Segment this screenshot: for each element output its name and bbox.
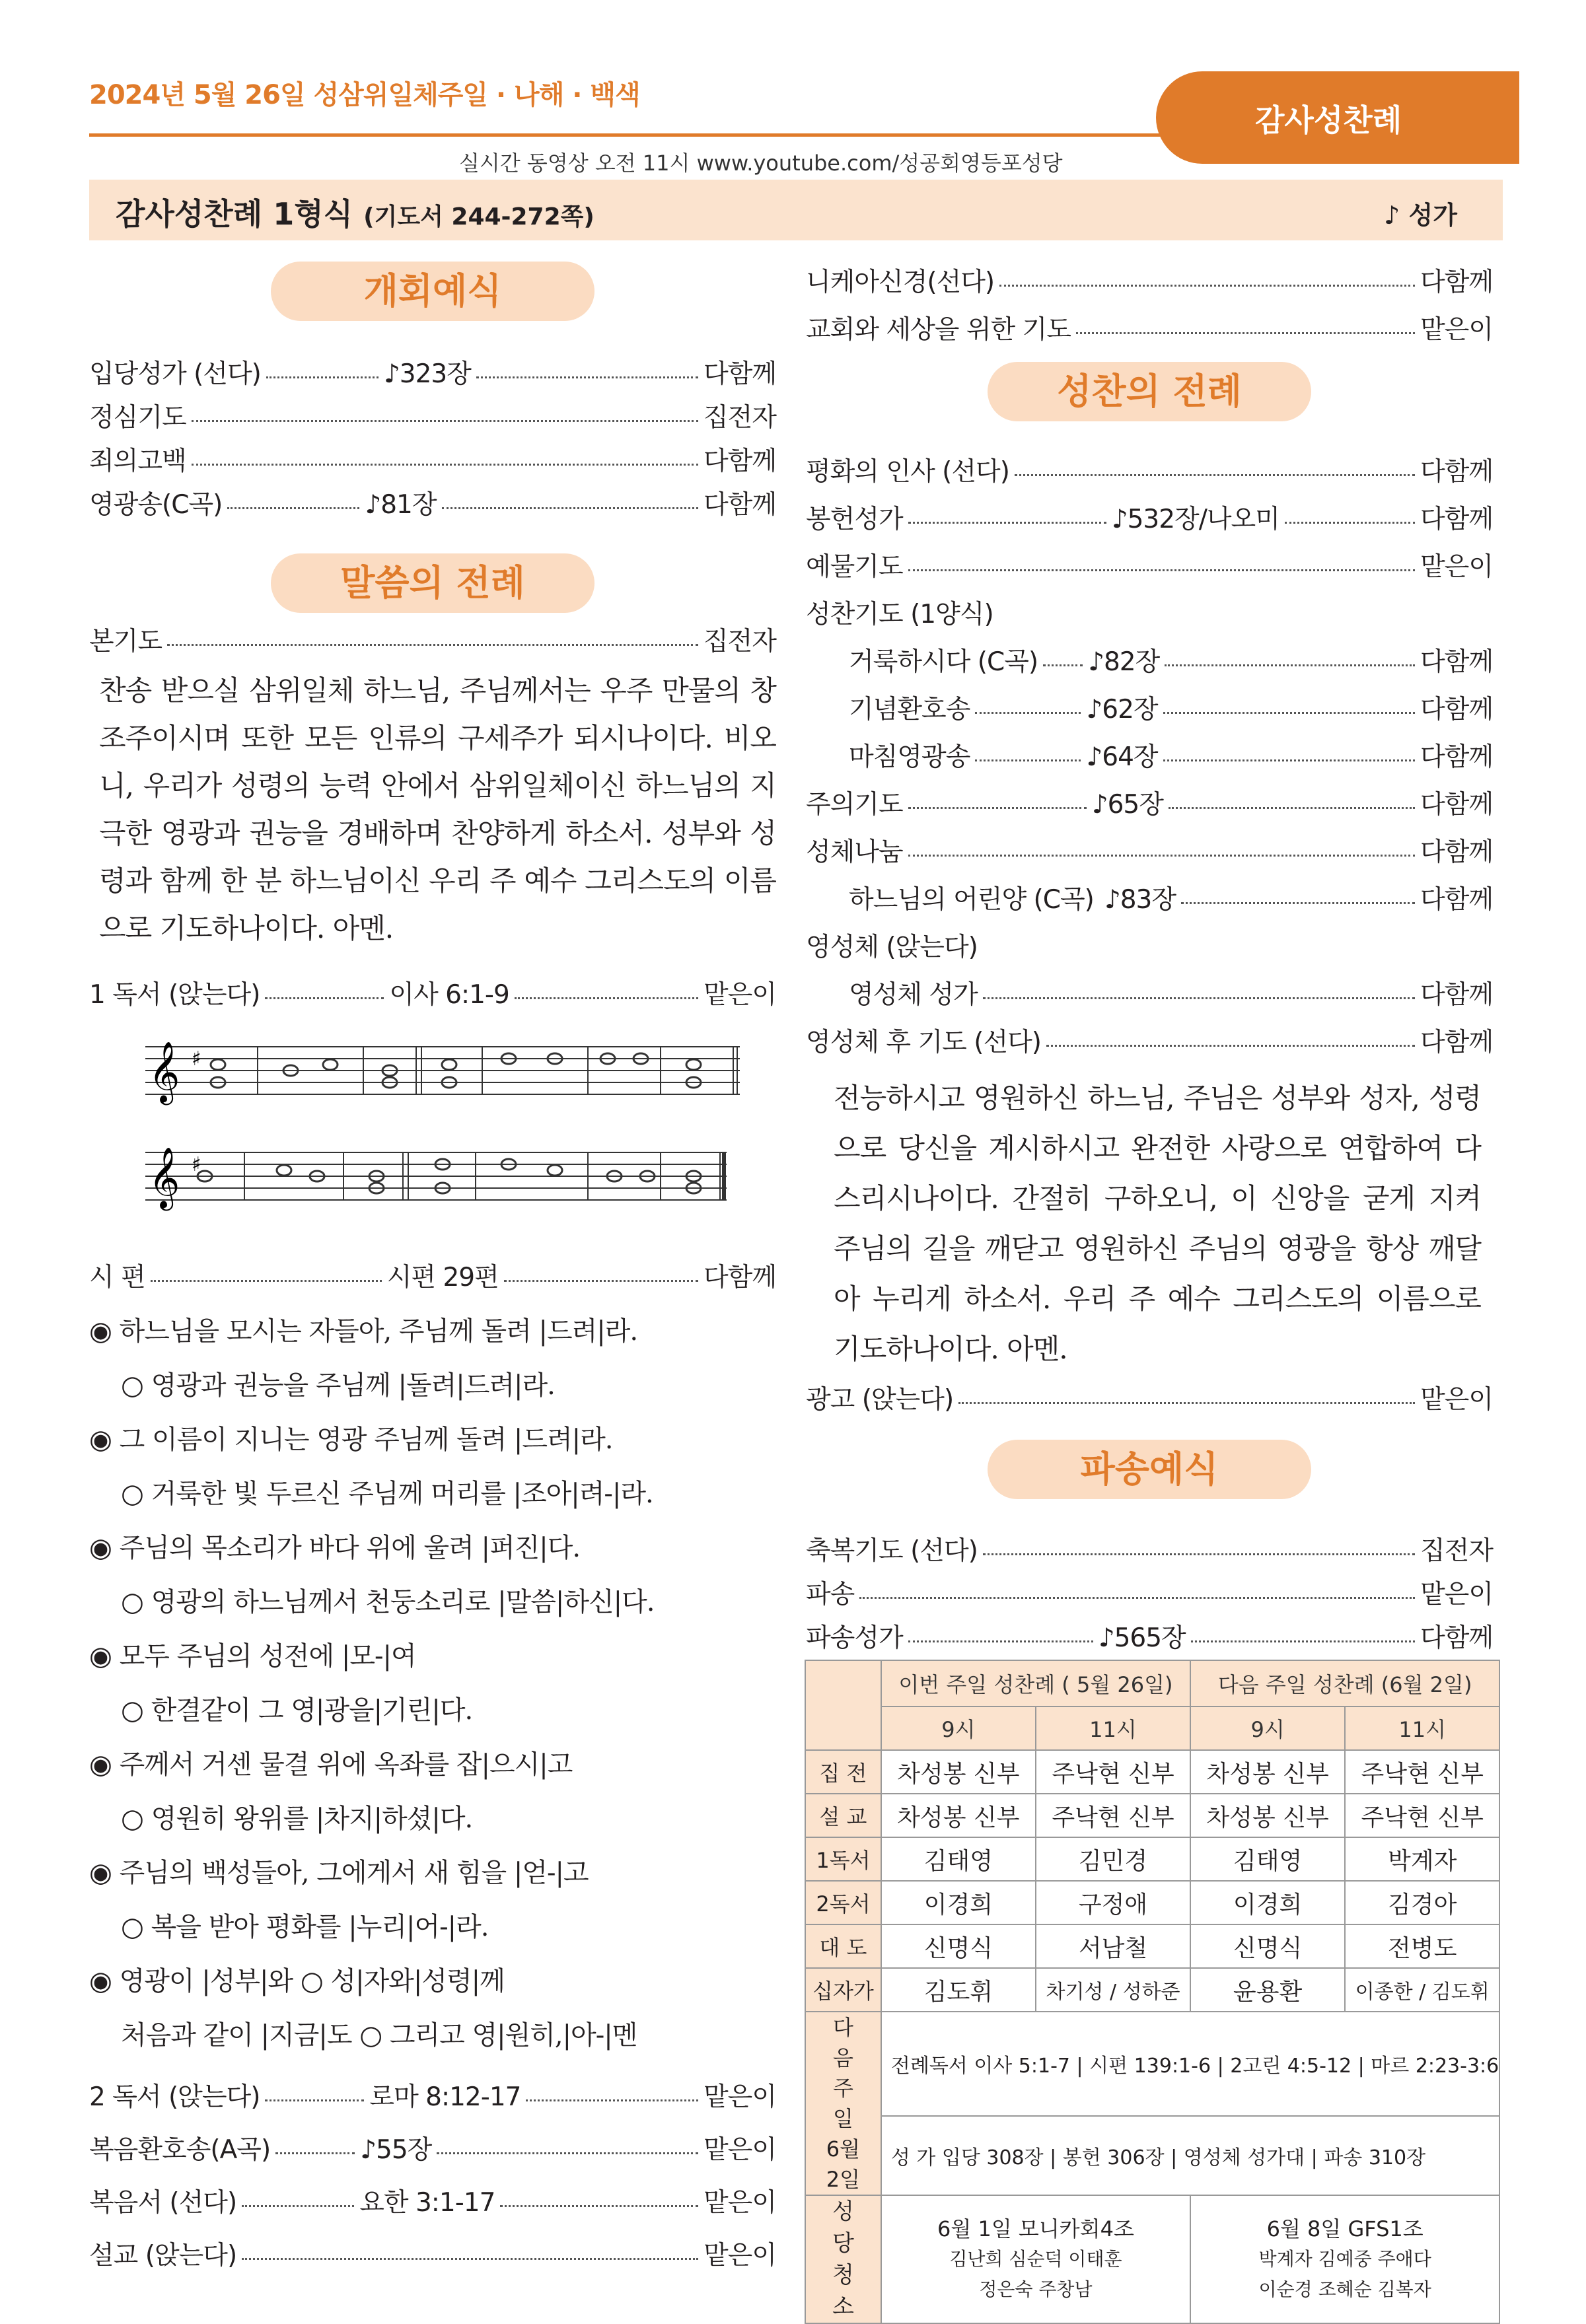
order-row (89, 2068, 776, 2121)
row-dots (1191, 1640, 1415, 1642)
row-dots (975, 759, 1081, 761)
header-rule (89, 133, 1166, 137)
section-eucharist: 성찬의 전례 (988, 362, 1311, 421)
row-dots (1285, 522, 1415, 524)
row-dots (151, 1280, 382, 1282)
row-role: 집전자 (1420, 1536, 1493, 1566)
psalm-line: ◉ 모두 주님의 성전에 |모-|여 (89, 1641, 416, 1672)
section-dismissal: 파송예식 (988, 1440, 1311, 1499)
row-dots (515, 997, 698, 999)
name-cell: 이경희 (1190, 1881, 1345, 1924)
row-role: 다함께 (1420, 267, 1493, 297)
time-cell: 9시 (1190, 1707, 1345, 1750)
section-word: 말씀의 전례 (271, 553, 595, 613)
row-hymn: ♪65장 (1091, 790, 1163, 820)
row-name: 설교 (앉는다) (89, 2241, 237, 2271)
row-role: 맡은이 (1420, 1385, 1493, 1415)
cleaning-line: 6월 8일 GFS1조 (1266, 2216, 1424, 2241)
name-cell: 서남철 (1036, 1924, 1190, 1968)
role-cell: 2독서 (805, 1881, 881, 1924)
psalm-line: ◉ 주께서 거센 물결 위에 옥좌를 잡|으시|고 (89, 1749, 573, 1780)
cleaning-group-b (1190, 2195, 1499, 2323)
row-name: 축복기도 (선다) (806, 1536, 978, 1566)
row-name: 본기도 (89, 627, 162, 656)
cleaning-group-a (881, 2195, 1190, 2323)
name-cell: 구정애 (1036, 1881, 1190, 1924)
row-name: 정심기도 (89, 403, 186, 433)
row-name: 시 편 (89, 1263, 145, 1292)
row-dots (192, 420, 698, 422)
row-dots (908, 855, 1415, 857)
eucharist-rows (806, 446, 1493, 1064)
order-row (806, 779, 1493, 826)
row-dots (437, 2152, 698, 2154)
row-name: 성체나눔 (806, 837, 903, 867)
row-dots (265, 2099, 364, 2101)
row-dots (476, 376, 698, 378)
name-cell: 이경희 (881, 1881, 1036, 1924)
order-row (806, 826, 1493, 874)
psalm-line: ◉ 주님의 백성들아, 그에게서 새 힘을 |얻-|고 (89, 1858, 589, 1888)
page-title (116, 190, 595, 234)
creed-rows (806, 256, 1493, 351)
row-dots (859, 1597, 1415, 1599)
order-row (89, 437, 776, 481)
row-dots (1181, 902, 1415, 904)
row-name: 파송 (806, 1580, 855, 1609)
row-scripture: 이사 6:1-9 (389, 980, 509, 1010)
next-sunday-label: 다음 주일 6월 2일 (805, 2012, 881, 2195)
row-name: 죄의고백 (89, 446, 186, 476)
row-dots (442, 507, 698, 509)
row-role: 맡은이 (1420, 1580, 1493, 1609)
role-cell: 대 도 (805, 1924, 881, 1968)
row-dots (908, 522, 1106, 524)
this-week-header: 이번 주일 성찬례 ( 5월 26일) (881, 1660, 1190, 1707)
order-row (806, 1016, 1493, 1064)
row-name: 파송성가 (806, 1623, 903, 1653)
order-row (806, 1570, 1493, 1614)
row-hymn: ♪64장 (1086, 742, 1158, 772)
cleaning-label: 성 당 청 소 (805, 2195, 881, 2323)
row-hymn: ♪55장 (360, 2135, 432, 2165)
cleaning-line: 이순경 조혜순 김복자 (1258, 2278, 1431, 2300)
row-role: 맡은이 (1420, 552, 1493, 582)
row-name: 광고 (앉는다) (806, 1385, 954, 1415)
cleaning-line: 박계자 김예중 주애다 (1258, 2248, 1431, 2270)
row-role: 맡은이 (1420, 315, 1493, 345)
row-dots (227, 507, 359, 509)
psalm-line: ○ 거룩한 빛 두르신 주님께 머리를 |조아|려-|라. (121, 1479, 653, 1509)
name-cell: 신명식 (881, 1924, 1036, 1968)
row-name: 영성체 후 기도 (선다) (806, 1028, 1042, 1057)
row-dots (1046, 1045, 1415, 1047)
row-dots (242, 2205, 354, 2207)
row-hymn: ♪83장 (1104, 885, 1176, 915)
time-cell: 11시 (1036, 1707, 1190, 1750)
row-dots (504, 1280, 698, 1282)
name-cell: 김태영 (1190, 1837, 1345, 1881)
row-name: 복음서 (선다) (89, 2188, 237, 2218)
role-cell: 1독서 (805, 1837, 881, 1881)
order-row (806, 636, 1493, 684)
next-week-header: 다음 주일 성찬례 (6월 2일) (1190, 1660, 1499, 1707)
cleaning-line: 6월 1일 모니카회4조 (937, 2216, 1134, 2241)
svg-text:♯: ♯ (192, 1047, 201, 1071)
time-cell: 11시 (1345, 1707, 1499, 1750)
hymn-label: ♪ 성가 (1384, 201, 1457, 230)
title-main-text: 감사성찬례 1형식 (116, 196, 353, 232)
name-cell: 전병도 (1345, 1924, 1499, 1968)
name-cell: 윤용환 (1190, 1968, 1345, 2012)
row-dots (908, 1640, 1093, 1642)
notice-row (806, 1374, 1493, 1421)
row-name: 영광송(C곡) (89, 490, 223, 520)
post-communion-text: 전능하시고 영원하신 하느님, 주님은 성부와 성자, 성령으로 당신을 계시하시고 완전한 사랑으로 연합하여 다스리시나이다. 간절히 구하오니, 이 신앙을 굳게 지켜 주님의 길을 깨닫고 영원하신 주님의 영광을 항상 깨달아 누리게 하소서. 우리 주 예수 그리스도의 이름으로 기도하나이다. 아멘. (834, 1082, 1481, 1365)
row-dots (975, 712, 1081, 714)
psalm-line: ◉ 그 이름이 지니는 영광 주님께 돌려 |드려|라. (89, 1425, 613, 1455)
row-name: 니케아신경(선다) (806, 267, 995, 297)
name-cell: 주낙현 신부 (1345, 1794, 1499, 1837)
psalm-text (89, 1304, 776, 2062)
order-row (806, 874, 1493, 921)
row-role: 다함께 (1420, 790, 1493, 820)
psalm-row (89, 1253, 776, 1297)
order-row (89, 394, 776, 437)
table-row (805, 2116, 1499, 2195)
order-row (89, 2121, 776, 2174)
table-corner (805, 1660, 881, 1750)
psalm-line: ○ 영광과 권능을 주님께 |돌려|드려|라. (121, 1370, 555, 1401)
order-row (806, 304, 1493, 351)
row-dots (958, 1402, 1415, 1404)
reading1-row (89, 971, 776, 1014)
row-name: 1 독서 (앉는다) (89, 980, 260, 1010)
psalm-line: 처음과 같이 |지금|도 ○ 그리고 영|원히,|아-|멘 (121, 2020, 637, 2051)
row-name: 복음환호송(A곡) (89, 2135, 271, 2165)
eucharist-prayer-title: 성찬기도 (1양식) (806, 600, 993, 629)
service-badge (1156, 71, 1519, 164)
order-row (89, 350, 776, 394)
table-row (805, 2012, 1499, 2116)
name-cell: 신명식 (1190, 1924, 1345, 1968)
stream-info[interactable]: 실시간 동영상 오전 11시 www.youtube.com/성공회영등포성당 (459, 151, 1063, 176)
row-role: 다함께 (703, 1263, 776, 1292)
row-role: 맡은이 (703, 2082, 776, 2112)
date-line: 2024년 5월 26일 성삼위일체주일 · 나해 · 백색 (89, 80, 640, 110)
communion-title: 영성체 (앉는다) (806, 933, 978, 962)
row-scripture: 시편 29편 (386, 1263, 499, 1292)
next-hymns: 성 가 입당 308장 | 봉헌 306장 | 영성체 성가대 | 파송 310장 (881, 2116, 1499, 2195)
row-role: 다함께 (1420, 885, 1493, 915)
role-cell: 십자가 (805, 1968, 881, 2012)
order-row (806, 1614, 1493, 1658)
row-dots (167, 644, 698, 646)
name-cell: 차성봉 신부 (1190, 1750, 1345, 1794)
row-name: 영성체 성가 (849, 980, 978, 1010)
row-name: 봉헌성가 (806, 505, 903, 534)
row-hymn: ♪323장 (383, 359, 471, 389)
order-row (806, 684, 1493, 731)
name-cell: 차성봉 신부 (881, 1750, 1036, 1794)
row-role: 다함께 (1420, 980, 1493, 1010)
next-readings: 전례독서 이사 5:1-7 | 시편 139:1-6 | 2고린 4:5-12 | 마르 2:23-3:6 (881, 2012, 1499, 2116)
opening-rows (89, 350, 776, 524)
word-rows (89, 2068, 776, 2280)
row-role: 다함께 (703, 490, 776, 520)
row-dots (242, 2258, 698, 2260)
table-row (805, 1750, 1499, 1794)
row-dots (526, 2099, 698, 2101)
row-dots (265, 997, 384, 999)
psalm-line: ○ 한결같이 그 영|광을|기린|다. (121, 1695, 473, 1726)
row-name: 기념환호송 (849, 695, 970, 724)
row-hymn: ♪82장 (1088, 647, 1160, 677)
order-row (806, 1527, 1493, 1570)
role-cell: 설 교 (805, 1794, 881, 1837)
psalm-tone-score (132, 1020, 746, 1232)
order-row (806, 256, 1493, 304)
ministry-schedule-table (805, 1660, 1500, 2324)
row-dots (1043, 664, 1083, 666)
role-cell: 집 전 (805, 1750, 881, 1794)
table-row (805, 1968, 1499, 2012)
name-cell: 차성봉 신부 (1190, 1794, 1345, 1837)
badge-label: 감사성찬례 (1255, 102, 1402, 138)
row-name: 하느님의 어린양 (C곡) (849, 885, 1094, 915)
cleaning-line: 정은숙 주창남 (979, 2278, 1093, 2300)
row-dots (266, 376, 378, 378)
row-name: 입당성가 (선다) (89, 359, 261, 389)
row-role: 맡은이 (703, 2241, 776, 2271)
dismissal-rows (806, 1527, 1493, 1658)
row-role: 다함께 (1420, 1623, 1493, 1653)
table-row (805, 1881, 1499, 1924)
row-dots (1165, 664, 1415, 666)
row-dots (908, 807, 1087, 809)
psalm-line: ○ 영원히 왕위를 |차지|하셨|다. (121, 1804, 473, 1834)
name-cell: 차성봉 신부 (881, 1794, 1036, 1837)
row-role: 다함께 (1420, 457, 1493, 487)
row-dots (999, 285, 1415, 287)
row-role: 다함께 (1420, 505, 1493, 534)
order-row (806, 541, 1493, 588)
row-name: 거룩하시다 (C곡) (849, 647, 1038, 677)
row-dots (500, 2205, 698, 2207)
row-scripture: 요한 3:1-17 (359, 2188, 495, 2218)
name-cell: 김민경 (1036, 1837, 1190, 1881)
row-dots (983, 997, 1415, 999)
row-dots (908, 569, 1415, 571)
name-cell: 김경아 (1345, 1881, 1499, 1924)
row-name: 주의기도 (806, 790, 903, 820)
name-cell: 주낙현 신부 (1036, 1750, 1190, 1794)
table-row (805, 1924, 1499, 1968)
row-dots (1169, 807, 1415, 809)
row-name: 교회와 세상을 위한 기도 (806, 315, 1071, 345)
collect-row (89, 617, 776, 661)
row-role: 집전자 (703, 627, 776, 656)
svg-text:𝄞: 𝄞 (149, 1041, 180, 1102)
name-cell: 주낙현 신부 (1036, 1794, 1190, 1837)
psalm-line: ◉ 주님의 목소리가 바다 위에 울려 |퍼진|다. (89, 1533, 581, 1563)
psalm-line: ◉ 하느님을 모시는 자들아, 주님께 돌려 |드려|라. (89, 1316, 638, 1347)
table-row (805, 2195, 1499, 2323)
table-row (805, 1837, 1499, 1881)
name-cell: 김태영 (881, 1837, 1036, 1881)
row-dots (1015, 474, 1415, 476)
row-scripture: 로마 8:12-17 (369, 2082, 521, 2112)
order-row (806, 446, 1493, 493)
psalm-line: ○ 영광의 하느님께서 천둥소리로 |말씀|하신|다. (121, 1587, 655, 1617)
row-dots (1163, 759, 1415, 761)
order-row (806, 969, 1493, 1016)
row-hymn: ♪62장 (1086, 695, 1158, 724)
row-role: 다함께 (1420, 647, 1493, 677)
order-row (89, 481, 776, 524)
row-hymn: ♪565장 (1098, 1623, 1186, 1653)
psalm-line: ◉ 영광이 |성부|와 ○ 성|자와|성령|께 (89, 1966, 505, 1996)
svg-text:♯: ♯ (192, 1153, 201, 1176)
collect-text: 찬송 받으실 삼위일체 하느님, 주님께서는 우주 만물의 창조주이시며 또한 모든 인류의 구세주가 되시나이다. 비오니, 우리가 성령의 능력 안에서 삼위일체이신 하느님의 지극한 영광과 권능을 경배하며 찬양하게 하소서. 성부와 성령과 함께 한 분 하느님이신 우리 주 예수 그리스도의 이름으로 기도하나이다. 아멘. (99, 674, 776, 944)
row-name: 마침영광송 (849, 742, 970, 772)
order-row (806, 731, 1493, 779)
row-name: 평화의 인사 (선다) (806, 457, 1009, 487)
row-role: 맡은이 (703, 2135, 776, 2165)
row-dots (192, 464, 698, 466)
row-dots (1163, 712, 1415, 714)
row-dots (1076, 332, 1415, 334)
row-hymn: ♪81장 (365, 490, 437, 520)
row-role: 다함께 (703, 359, 776, 389)
section-opening: 개회예식 (271, 262, 595, 321)
row-name: 2 독서 (앉는다) (89, 2082, 260, 2112)
row-role: 집전자 (703, 403, 776, 433)
row-role: 맡은이 (703, 980, 776, 1010)
name-cell: 박계자 (1345, 1837, 1499, 1881)
row-role: 다함께 (1420, 1028, 1493, 1057)
name-cell: 이종한 / 김도휘 (1345, 1968, 1499, 2012)
row-role: 다함께 (1420, 742, 1493, 772)
name-cell: 차기성 / 성하준 (1036, 1968, 1190, 2012)
row-role: 다함께 (1420, 695, 1493, 724)
order-row (89, 2227, 776, 2280)
name-cell: 김도휘 (881, 1968, 1036, 2012)
psalm-line: ○ 복을 받아 평화를 |누리|어-|라. (121, 1912, 489, 1942)
row-role: 다함께 (703, 446, 776, 476)
order-row (806, 493, 1493, 541)
order-row (89, 2174, 776, 2227)
row-role: 맡은이 (703, 2188, 776, 2218)
title-sub: (기도서 244-272쪽) (363, 203, 595, 230)
row-hymn: ♪532장/나오미 (1111, 505, 1280, 534)
row-dots (983, 1553, 1415, 1555)
row-role: 다함께 (1420, 837, 1493, 867)
cleaning-line: 김난희 심순덕 이태훈 (949, 2248, 1122, 2270)
table-row (805, 1794, 1499, 1837)
name-cell: 주낙현 신부 (1345, 1750, 1499, 1794)
row-dots (275, 2152, 355, 2154)
time-cell: 9시 (881, 1707, 1036, 1750)
svg-text:𝄞: 𝄞 (149, 1146, 180, 1208)
row-name: 예물기도 (806, 552, 903, 582)
